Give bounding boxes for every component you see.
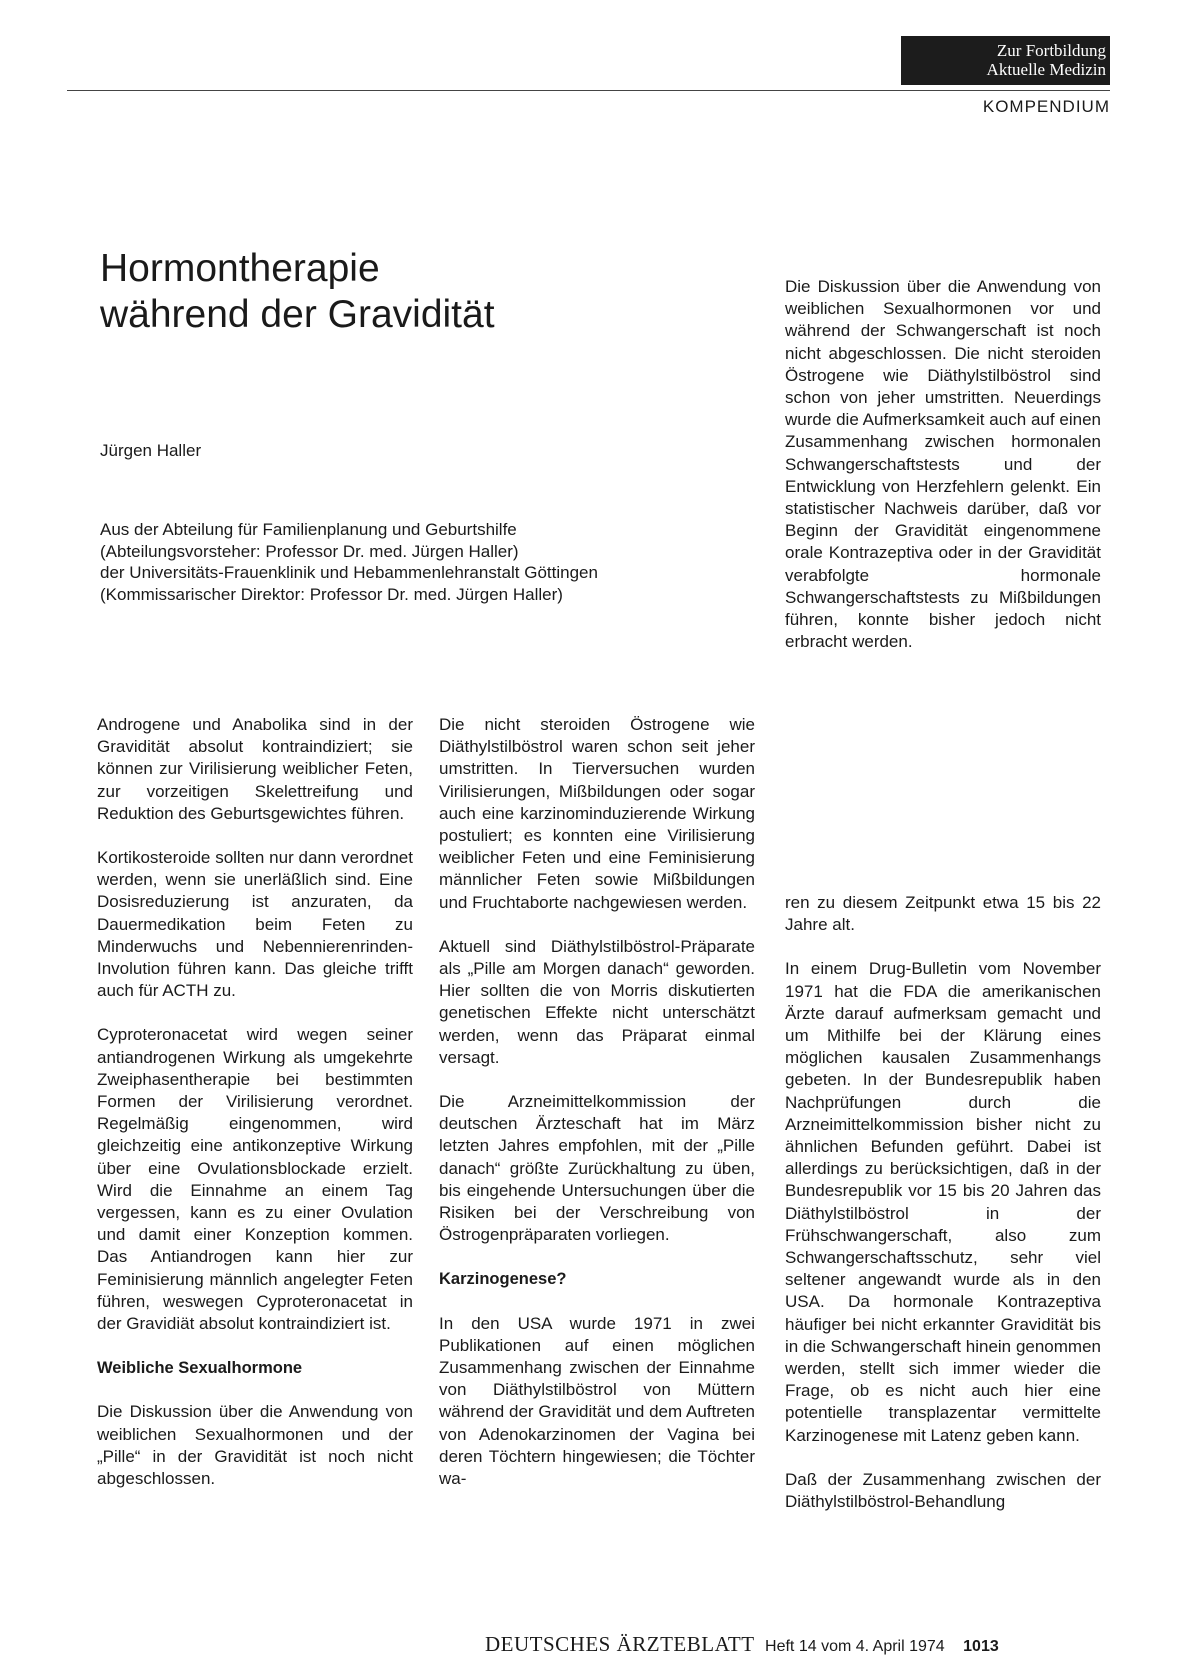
badge-line-1: Zur Fortbildung xyxy=(996,41,1106,60)
issue-info: Heft 14 vom 4. April 1974 xyxy=(765,1638,945,1655)
paragraph: Kortikosteroide sollten nur dann verordnet werden, wenn sie unerläßlich sind. Eine Dosisreduzierung ist anzuraten, da Dauermedikation beim Feten zu Minderwuchs und Nebennierenrinden-Involution führen kann. Das gleiche trifft auch für ACTH zu. xyxy=(97,848,413,1001)
title-line-2: während der Gravidität xyxy=(100,293,495,336)
section-badge xyxy=(901,36,1110,85)
abstract-text: Die Diskussion über die Anwendung von weiblichen Sexualhormonen vor und während der Schwangerschaft ist noch nicht abgeschlossen. Die nicht steroiden Östrogene wie Diäthylstilböstrol sind schon von jeher umstritten. Neuerdings wurde die Aufmerksamkeit auch auf einen Zusammenhang zwischen hormonalen Schwangerschaftstests und der Entwicklung von Herzfehlern gelenkt. Ein statistischer Nachweis darüber, daß vor Beginn der Gravidität eingenommene orale Kontrazeptiva oder in der Gravidität verabfolgte hormonale Schwangerschaftstests zu Mißbildungen führen, konnte bisher jedoch nicht erbracht werden. xyxy=(785,277,1101,652)
title-line-1: Hormontherapie xyxy=(100,247,380,290)
affiliation-line: der Universitäts-Frauenklinik und Hebammenlehranstalt Göttingen xyxy=(100,563,598,582)
paragraph: Die nicht steroiden Östrogene wie Diäthylstilböstrol waren schon seit jeher umstritten. In Tierversuchen wurden Virilisierungen, Mißbildungen oder sogar auch eine karzinominduzierende Wirkung postuliert; es konnten eine Virilisierung weiblicher Feten und eine Feminisierung männlicher Feten sowie Mißbildungen und Fruchtaborte nachgewiesen werden. xyxy=(439,715,755,912)
affiliation-line: Aus der Abteilung für Familienplanung und Geburtshilfe xyxy=(100,520,517,539)
header-rule xyxy=(67,90,1110,91)
affiliation xyxy=(100,519,598,605)
section-heading: Karzinogenese? xyxy=(439,1270,567,1289)
journal-name: DEUTSCHES ÄRZTEBLATT xyxy=(485,1632,755,1656)
paragraph: Cyproteronacetat wird wegen seiner antiandrogenen Wirkung als umgekehrte Zweiphasentherapie bei bestimmten Formen der Virilisierung verordnet. Regelmäßig eingenommen, wird gleichzeitig eine antikonzeptive Wirkung über eine Ovulationsblockade erzielt. Wird die Einnahme an einem Tag vergessen, kann es zu einer Ovulation und damit einer Konzeption kommen. Das Antiandrogen kann hier zur Feminisierung männlich angelegter Feten führen, weswegen Cyproteronacetat in der Gravidiät absolut kontraindiziert ist. xyxy=(97,1025,413,1334)
page-footer xyxy=(485,1632,999,1657)
paragraph: Daß der Zusammenhang zwischen der Diäthylstilböstrol-Behandlung xyxy=(785,1469,1101,1512)
article-title xyxy=(100,246,495,338)
affiliation-line: (Abteilungsvorsteher: Professor Dr. med. Jürgen Haller) xyxy=(100,541,519,561)
paragraph: Die Diskussion über die Anwendung von weiblichen Sexualhormonen und der „Pille“ in der Gravidität ist noch nicht abgeschlossen. xyxy=(97,1402,413,1489)
paragraph: Androgene und Anabolika sind in der Gravidität absolut kontraindiziert; sie können zur Virilisierung weiblicher Feten, zur vorzeitigen Skelettreifung und Reduktion des Geburtsgewichtes führen. xyxy=(97,715,413,823)
section-heading: Weibliche Sexualhormone xyxy=(97,1359,303,1378)
section-label: KOMPENDIUM xyxy=(982,97,1110,116)
paragraph: ren zu diesem Zeitpunkt etwa 15 bis 22 Jahre alt. xyxy=(785,893,1101,935)
paragraph: Aktuell sind Diäthylstilböstrol-Präparate als „Pille am Morgen danach“ geworden. Hier sollten die von Morris diskutierten genetischen Effekte nicht unterschätzt werden, wenn das Präparat einmal versagt. xyxy=(439,936,755,1067)
paragraph: In einem Drug-Bulletin vom November 1971 hat die FDA die amerikanischen Ärzte darauf aufmerksam gemacht und um Mithilfe bei der Klärung eines möglichen kausalen Zusammenhangs gebeten. In der Bundesrepublik haben Nachprüfungen durch die Arzneimittelkommission bisher nicht zu ähnlichen Befunden geführt. Dabei ist allerdings zu berücksichtigen, daß in der Bundesrepublik vor 15 bis 20 Jahren das Diäthylstilböstrol in der Frühschwangerschaft, also zum Schwangerschaftsschutz, sehr viel seltener angewandt wurde als in den USA. Da hormonale Kontrazeptiva häufiger bei nicht erkannter Gravidität bis in die Schwangerschaft hinein genommen werden, stellt sich immer wieder die Frage, ob es nicht auch hier eine potentielle transplazentar vermittelte Karzinogenese mit Latenz geben kann. xyxy=(785,959,1101,1445)
page-number: 1013 xyxy=(963,1638,999,1655)
paragraph: In den USA wurde 1971 in zwei Publikationen auf einen möglichen Zusammenhang zwischen der Einnahme von Diäthylstilböstrol von Müttern während der Gravidität und dem Auftreten von Adenokarzinomen der Vagina bei deren Töchtern hingewiesen; die Töchter wa- xyxy=(439,1313,755,1489)
paragraph: Die Arzneimittelkommission der deutschen Ärzteschaft hat im März letzten Jahres empfohlen, mit der „Pille danach“ größte Zurückhaltung zu üben, bis eingehende Untersuchungen über die Risiken bei der Verschreibung von Östrogenpräparaten vorliegen. xyxy=(439,1092,755,1245)
abstract xyxy=(785,276,1101,675)
column-1 xyxy=(97,714,413,1512)
affiliation-line: (Kommissarischer Direktor: Professor Dr. med. Jürgen Haller) xyxy=(100,584,563,604)
badge-line-2: Aktuelle Medizin xyxy=(986,60,1106,79)
column-3 xyxy=(785,892,1101,1535)
author: Jürgen Haller xyxy=(100,441,202,460)
column-2 xyxy=(439,714,755,1512)
